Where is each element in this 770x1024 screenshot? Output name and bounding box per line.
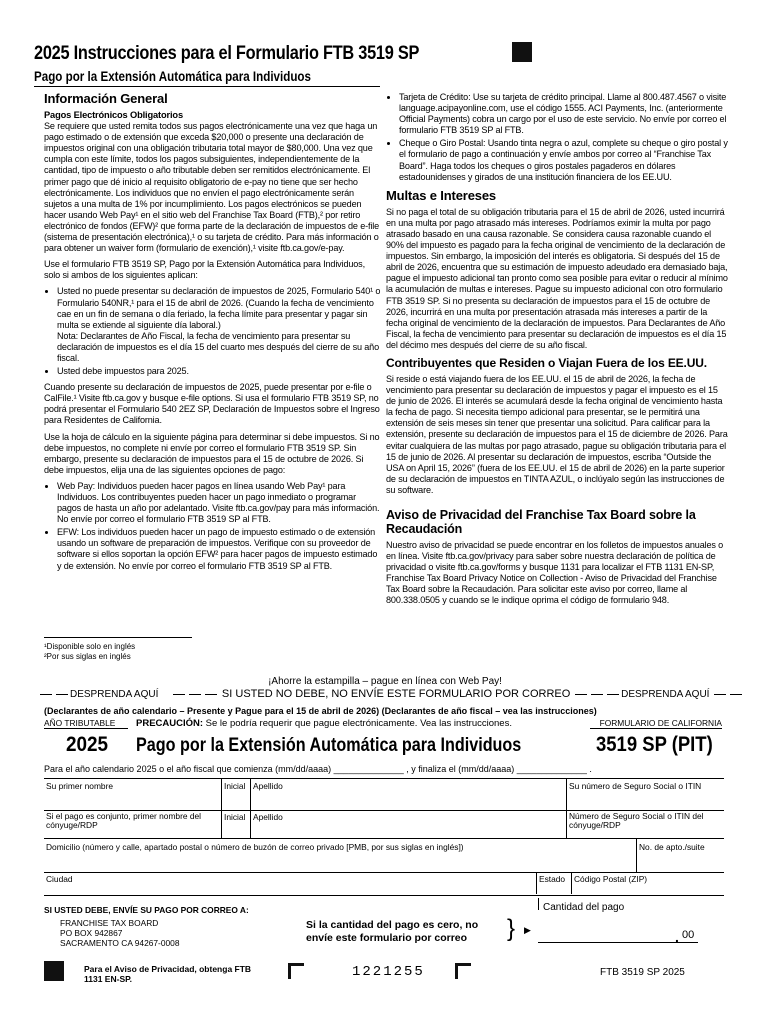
- footer-form-id: FTB 3519 SP 2025: [600, 967, 685, 978]
- outside-us-heading: Contribuyentes que Residen o Viajan Fuera de los EE.UU.: [386, 355, 707, 370]
- address-label: Domicilio (número y calle, apartado postal o número de buzón de correo privado [PMB, por sus siglas en inglés]): [46, 842, 464, 852]
- decimal-point: .: [675, 929, 679, 945]
- registration-mark: [44, 961, 64, 981]
- arrow-icon: ▶: [524, 925, 531, 935]
- privacy-heading: Aviso de Privacidad del Franchise Tax Board sobre la Recaudación: [386, 508, 696, 536]
- detach-line: [38, 688, 744, 700]
- spouse-last-label: Apellido: [253, 812, 283, 822]
- initial-label: Inicial: [224, 781, 246, 791]
- form-number: 3519 SP (PIT): [596, 733, 713, 756]
- city-label: Ciudad: [46, 874, 73, 884]
- last-name-label: Apellido: [253, 781, 283, 791]
- detach-label: DESPRENDA AQUÍ: [621, 689, 710, 700]
- form-year: 2025: [66, 733, 109, 756]
- amount-label: Cantidad del pago: [543, 902, 625, 913]
- spouse-ssn-label: Número de Seguro Social o ITIN del cónyuge/RDP: [569, 811, 704, 830]
- fiscal-note: Nota: Declarantes de Año Fiscal, la fecha de vencimiento para presentar su declaración de impuestos es el día 15 del cuarto mes después del cierre de su año fiscal.: [57, 330, 379, 363]
- cents-value: 00: [682, 929, 695, 941]
- page-subtitle: Pago por la Extensión Automática para Individuos: [34, 69, 311, 84]
- last-name-field[interactable]: [253, 792, 563, 806]
- right-column: [386, 92, 728, 612]
- epay-heading: Pagos Electrónicos Obligatorios: [44, 110, 183, 120]
- list-item: • Usted no puede presentar su declaración de impuestos de 2025, Formulario 540¹ o Formulario 540NR,¹ para el 15 de abril de 2026. (Cuando la fecha de vencimiento cae en un fin de semana o día feriado, la fecha límite para presentar y pagar sin multa se extiende al siguiente día laboral.) Nota: Declarantes de Año Fiscal, la fecha de vencimiento para presentar su declaración de impuestos es el día 15 del cuarto mes después del cierre de su año fiscal.: [57, 286, 382, 364]
- first-name-label: Su primer nombre: [46, 781, 114, 791]
- tax-year-label: AÑO TRIBUTABLE: [44, 718, 128, 729]
- list-item: • Tarjeta de Crédito: Use su tarjeta de crédito principal. Llame al 800.487.4567 o visite language.acipayonline.com, use el código 1555. ACI Payments, Inc. (anteriormente Official Payments) cobra un cargo por el uso de este servicio. No envíe por correo el formulario FTB 3519 SP al FTB.: [399, 92, 728, 136]
- title-rule: [34, 86, 380, 87]
- first-name-field[interactable]: [46, 792, 218, 806]
- zip-label: Código Postal (ZIP): [574, 874, 648, 884]
- brace-icon: }: [507, 915, 516, 942]
- mail-address-2: PO BOX 942867: [60, 928, 123, 938]
- payment-amount-field[interactable]: [543, 924, 678, 940]
- left-column: [44, 92, 382, 577]
- spouse-name-label: Si el pago es conjunto, primer nombre del cónyuge/RDP: [46, 811, 202, 830]
- payment-options-list: [44, 481, 382, 572]
- mail-address-1: FRANCHISE TAX BOARD: [60, 918, 159, 928]
- efile-text: Cuando presente su declaración de impuestos de 2025, puede presentar por e-file o CalFile.¹ Visite ftb.ca.gov y busque e-file options. Si usa el formulario FTB 3519 SP, no podrá presentar el Formulario 540 2EZ SP, Declaración de Impuestos sobre el Ingreso para Residentes de California.: [44, 382, 380, 426]
- zero-payment-note: Si la cantidad del pago es cero, no envíe este formulario por correo: [306, 919, 479, 944]
- list-item: • Web Pay: Individuos pueden hacer pagos en línea usando Web Pay¹ para Individuos. Los contribuyentes pueden hacer un pago inmediato o programar pagos de hasta un año por adelantado. Visite ftb.ca.gov/pay para más información. No envíe por correo el formulario FTB 3519 SP al FTB.: [57, 481, 382, 525]
- outside-us-text: Si reside o está viajando fuera de los EE.UU. el 15 de abril de 2026, la fecha de vencimiento para presentar su declaración de impuestos y pagar el impuesto es el 15 de junio de 2026. El interés se acumulará desde la fecha original de vencimiento hasta la fecha de pago. Si necesita tiempo adicional para presentar, se le permitirá una extensión de seis meses sin tener que presentar una solicitud. Para calificar para la extensión, presente su declaración de impuestos para el 15 de diciembre de 2026. Para evitar cualquiera de las multas por pago atrasado, pague su obligación tributaria para el 15 de junio de 2026. Al presentar su declaración de impuestos, escriba “Outside the USA on April 15, 2026” (fuera de los EE.UU. el 15 de abril de 2026) en la parte superior de su declaración de impuestos en TINTA AZUL, o inclúyalo según las instrucciones de su software.: [386, 373, 728, 495]
- form-barcode-number: 1221255: [352, 964, 425, 980]
- mail-heading: SI USTED DEBE, ENVÍE SU PAGO POR CORREO A:: [44, 905, 249, 915]
- list-item: • Cheque o Giro Postal: Usando tinta negra o azul, complete su cheque o giro postal y el formulario de pago a continuación y envíe ambos por correo al “Franchise Tax Board”. Haga todos los cheques o giros postales pagaderos en dólares estadounidenses y girados de una institución financiera de los EE.UU.: [399, 138, 728, 182]
- state-label: Estado: [539, 874, 566, 884]
- spouse-initial-label: Inicial: [224, 812, 246, 822]
- corner-mark: [288, 963, 304, 966]
- caution-line: PRECAUCIÓN: Se le podría requerir que pague electrónicamente. Vea las instrucciones.: [136, 718, 512, 729]
- web-pay-note: ¡Ahorre la estampilla – pague en línea con Web Pay!: [268, 676, 502, 687]
- no-mail-label: SI USTED NO DEBE, NO ENVÍE ESTE FORMULARIO POR CORREO: [221, 688, 571, 700]
- list-item: • EFW: Los individuos pueden hacer un pago de impuesto estimado o de extensión usando un software de preparación de impuestos. Verifique con su proveedor de software si ellos soportan la opción EFW² para hacer pagos de impuesto estimado y de extensión. No envíe por correo el formulario FTB 3519 SP al FTB.: [57, 527, 382, 571]
- page-title: 2025 Instrucciones para el Formulario FTB 3519 SP: [34, 43, 420, 64]
- use-form-text: Use el formulario FTB 3519 SP, Pago por la Extensión Automática para Individuos, solo si ambos de los siguientes aplican:: [44, 259, 365, 281]
- registration-mark: [512, 42, 532, 62]
- penalties-text: Si no paga el total de su obligación tributaria para el 15 de abril de 2026, usted incurrirá en una multa por pago atrasado más intereses. Podríamos eximir la multa por pago atrasado basado en una causa razonable. Se considera causa razonable cuando el 90% del impuesto es pagado para la fecha original de vencimiento de la declaración de impuestos. Sin embargo, la imposición del interés es obligatoria. Si después del 15 de abril de 2026, encuentra que su estimación de impuesto adeudado era demasiado baja, pague el impuesto adicional tan pronto como sea posible para evitar o reducir al mínimo la acumulación de multas e intereses. Pague su impuesto adicional con otro formulario FTB 3519 SP. Si no presenta su declaración de impuestos para el 15 de octubre de 2026, incurrirá en una multa por presentación atrasada más intereses a partir de la fecha original de vencimiento de la declaración de impuestos. Para Declarantes de Año Fiscal, la fecha de vencimiento para presentar su declaración de impuestos es el día 15 del décimo mes después del cierre de su año fiscal.: [386, 206, 728, 350]
- penalties-heading: Multas e Intereses: [386, 187, 497, 203]
- conditions-list: [44, 286, 382, 377]
- epay-text: Se requiere que usted remita todos sus pagos electrónicamente una vez que haga un pago estimado o de extensión que exceda $20,000 o presente una declaración de impuestos original con una obligación tributaria total mayor de $80,000. Una vez que cumpla con este límite, todos los pagos subsiguientes, independientemente de la cantidad, tipo de impuesto o año tributable deben ser remitidos electrónicamente. El primer pago que dé inicio al requisito obligatorio de e-pay no tiene que ser hecho electrónicamente. Los individuos que no envíen el pago electrónicamente serán sujetos a una multa de 1% por incumplimiento. Los pagos electrónicos se pueden hacer usando Web Pay¹ en el sitio web del Franchise Tax Board (FTB),² por retiro electrónico de fondos (EFW)² que forma parte de la declaración de impuestos de e-file (sistema de presentación electrónica),¹ o su tarjeta de crédito. Para más información o para obtener un waiver form (formulario de exención),¹ visite ftb.ca.gov/e-pay.: [44, 121, 380, 254]
- ca-form-label: FORMULARIO DE CALIFORNIA: [590, 718, 722, 729]
- filing-note: (Declarantes de año calendario – Presente y Pague para el 15 de abril de 2026) (Declarantes de año fiscal – vea las instrucciones): [44, 706, 597, 716]
- ssn-field[interactable]: [569, 792, 721, 806]
- apt-label: No. de apto./suite: [639, 842, 705, 852]
- payment-options-list-cont: [386, 92, 728, 183]
- worksheet-text: Use la hoja de cálculo en la siguiente página para determinar si debe impuestos. Si no debe impuestos, no complete ni envíe por correo el formulario FTB 3519 SP. Sin embargo, presente su declaración de impuestos para el 15 de octubre de 2026. Si debe impuestos, elija una de las siguientes opciones de pago:: [44, 431, 380, 475]
- form-title: Pago por la Extensión Automática para Individuos: [136, 735, 522, 756]
- detach-label: DESPRENDA AQUÍ: [70, 689, 159, 700]
- fiscal-year-line: Para el año calendario 2025 o el año fiscal que comienza (mm/dd/aaaa) ______________ , y finaliza el (mm/dd/aaaa) ______________ .: [44, 764, 592, 774]
- footnote: ¹Disponible solo en inglés: [44, 642, 136, 651]
- privacy-text: Nuestro aviso de privacidad se puede encontrar en los folletos de impuestos anuales o en línea. Visite ftb.ca.gov/privacy para saber sobre nuestra declaración de política de privacidad o visite ftb.ca.gov/forms y busque 1131 para localizar el FTB 1131 EN-SP, Franchise Tax Board Privacy Notice on Collection - Aviso de Privacidad del Franchise Tax Board sobre la Recaudación. Para solicitar este aviso por correo, llame al 800.338.0505 y cuando se le indique oprima el código de formulario 948.: [386, 540, 724, 606]
- general-info-heading: Información General: [44, 91, 168, 106]
- ssn-label: Su número de Seguro Social o ITIN: [569, 781, 702, 791]
- mail-address-3: SACRAMENTO CA 94267-0008: [60, 938, 180, 948]
- privacy-note: Para el Aviso de Privacidad, obtenga FTB 1131 EN-SP.: [84, 964, 252, 984]
- footnotes: [44, 637, 192, 662]
- list-item: • Usted debe impuestos para 2025.: [57, 366, 382, 377]
- address-field[interactable]: [46, 854, 632, 868]
- footnote: ²Por sus siglas en inglés: [44, 652, 131, 661]
- corner-mark: [455, 963, 471, 966]
